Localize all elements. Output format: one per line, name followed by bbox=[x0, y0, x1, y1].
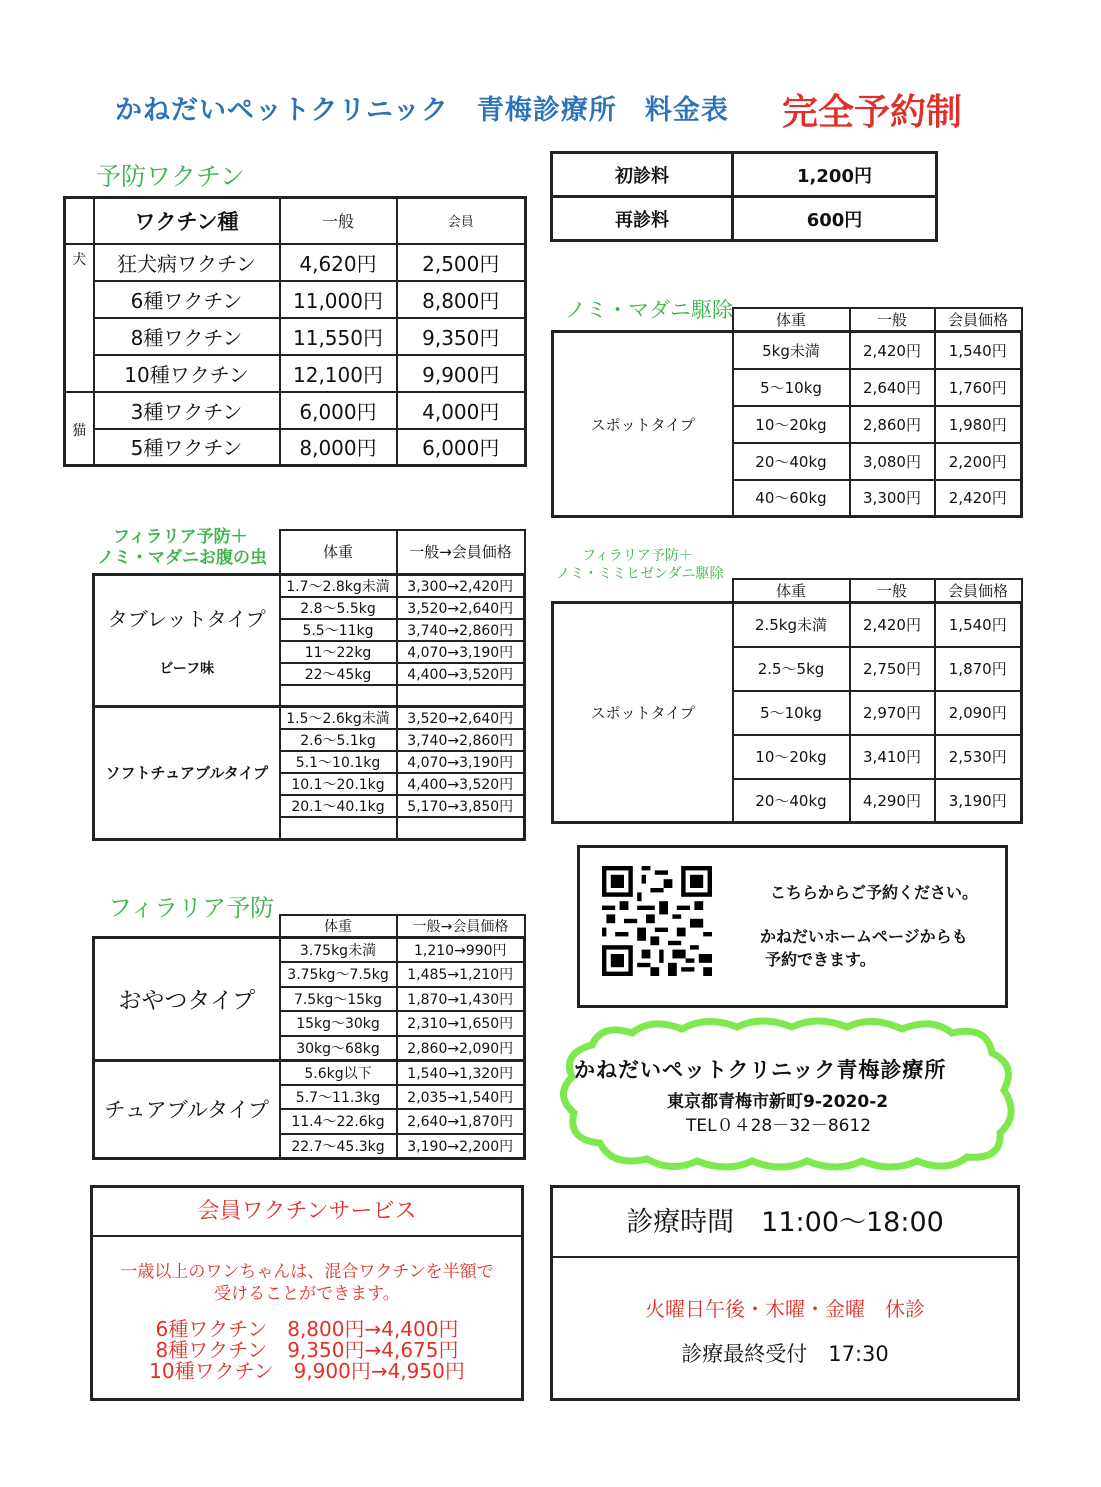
combo-table bbox=[92, 529, 526, 841]
price-cell: 1.5～2.6kg未満 bbox=[280, 707, 397, 730]
price-cell: 5kg未満 bbox=[733, 332, 850, 369]
price-cell: 3,190→2,200円 bbox=[397, 1134, 525, 1159]
qr-line3: 予約できます。 bbox=[765, 950, 876, 969]
table-header-cell: 体重 bbox=[280, 915, 397, 938]
species-label-cat: 猫 bbox=[65, 392, 94, 466]
reservation-notice: 完全予約制 bbox=[782, 92, 963, 133]
price-cell: 1,540円 bbox=[935, 332, 1022, 369]
price-cell: 2.5～5kg bbox=[733, 647, 850, 691]
qr-line2: かねだいホームページからも bbox=[760, 927, 968, 946]
price-cell: 2,860→2,090円 bbox=[397, 1036, 525, 1061]
price-cell: 2,750円 bbox=[850, 647, 935, 691]
price-cell: 2,860円 bbox=[850, 406, 935, 443]
table-header-cell: 体重 bbox=[733, 308, 850, 332]
vaccine-header-member: 会員 bbox=[397, 198, 526, 244]
price-cell: 1.7～2.8kg未満 bbox=[280, 574, 397, 597]
table-header-row bbox=[94, 915, 525, 938]
price-cell: 3,520→2,640円 bbox=[397, 707, 525, 730]
vaccine-cell: 3種ワクチン bbox=[94, 392, 280, 429]
table-row bbox=[553, 603, 1022, 647]
hours-time: 診療時間 11:00～18:00 bbox=[553, 1188, 1017, 1258]
clinic-address: 東京都青梅市新町9-2020-2 bbox=[667, 1092, 889, 1112]
consultation-fee-table bbox=[550, 151, 938, 242]
product-type-cell bbox=[94, 707, 280, 840]
price-cell bbox=[280, 817, 397, 839]
price-cell: 3,300円 bbox=[850, 480, 935, 517]
price-cell: 15kg～30kg bbox=[280, 1011, 397, 1036]
vaccine-section-title: 予防ワクチン bbox=[96, 162, 245, 191]
price-cell: 2,970円 bbox=[850, 691, 935, 735]
product-type-cell bbox=[94, 938, 280, 1061]
product-type-cell bbox=[94, 1060, 280, 1158]
table-row bbox=[65, 281, 526, 318]
price-cell: 3.75kg未満 bbox=[280, 938, 397, 963]
price-cell: 3,740→2,860円 bbox=[397, 619, 525, 641]
table-row bbox=[553, 332, 1022, 369]
product-type-label: チュアブルタイプ bbox=[104, 1098, 270, 1122]
price-cell: 20.1～40.1kg bbox=[280, 795, 397, 817]
table-header-row bbox=[94, 530, 525, 574]
price-cell: 3,520→2,640円 bbox=[397, 597, 525, 619]
table-row bbox=[94, 938, 525, 963]
vaccine-cell: 5種ワクチン bbox=[94, 429, 280, 466]
vaccine-cell: 9,350円 bbox=[397, 318, 526, 355]
clinic-title: かねだいペットクリニック 青梅診療所 料金表 bbox=[115, 95, 729, 126]
vaccine-cell: 9,900円 bbox=[397, 355, 526, 392]
vaccine-cell: 11,550円 bbox=[280, 318, 397, 355]
price-cell: 20～40kg bbox=[733, 779, 850, 823]
price-cell: 3,740→2,860円 bbox=[397, 729, 525, 751]
price-cell: 3.75kg～7.5kg bbox=[280, 962, 397, 987]
member-service-desc1: 一歳以上のワンちゃんは、混合ワクチンを半額で bbox=[120, 1262, 494, 1282]
table-row bbox=[94, 707, 525, 730]
price-cell: 2,420円 bbox=[935, 480, 1022, 517]
member-service-item: 10種ワクチン 9,900円→4,950円 bbox=[149, 1359, 465, 1383]
vaccine-table bbox=[63, 196, 527, 467]
price-cell: 3,190円 bbox=[935, 779, 1022, 823]
price-cell: 5,170→3,850円 bbox=[397, 795, 525, 817]
price-cell: 11～22kg bbox=[280, 641, 397, 663]
price-cell: 11.4～22.6kg bbox=[280, 1109, 397, 1134]
price-cell: 7.5kg～15kg bbox=[280, 987, 397, 1012]
fee-cell: 600円 bbox=[733, 197, 937, 241]
product-type-label: タブレットタイプ bbox=[107, 606, 266, 631]
table-row bbox=[65, 429, 526, 466]
price-cell: 4,290円 bbox=[850, 779, 935, 823]
table-header-row bbox=[553, 308, 1022, 332]
price-cell bbox=[397, 685, 525, 707]
last-reception: 診療最終受付 17:30 bbox=[681, 1342, 889, 1366]
member-service-item: 6種ワクチン 8,800円→4,400円 bbox=[155, 1317, 459, 1341]
price-cell: 2,090円 bbox=[935, 691, 1022, 735]
vaccine-cell: 6,000円 bbox=[397, 429, 526, 466]
vaccine-cell: 10種ワクチン bbox=[94, 355, 280, 392]
price-cell: 2.8～5.5kg bbox=[280, 597, 397, 619]
qr-reservation-box bbox=[577, 845, 1008, 1008]
table-header-row bbox=[553, 579, 1022, 603]
table-header-cell: 一般 bbox=[850, 308, 935, 332]
price-cell: 1,540円 bbox=[935, 603, 1022, 647]
price-cell: 4,400→3,520円 bbox=[397, 773, 525, 795]
price-cell: 10～20kg bbox=[733, 406, 850, 443]
product-flavor-label: ビーフ味 bbox=[159, 660, 215, 677]
price-cell: 2,200円 bbox=[935, 443, 1022, 480]
price-cell: 22.7～45.3kg bbox=[280, 1134, 397, 1159]
vaccine-cell: 4,620円 bbox=[280, 244, 397, 281]
price-cell: 2,420円 bbox=[850, 603, 935, 647]
member-service-title: 会員ワクチンサービス bbox=[93, 1188, 521, 1237]
table-header-cell: 会員価格 bbox=[935, 308, 1022, 332]
price-cell: 22～45kg bbox=[280, 663, 397, 685]
price-cell: 10～20kg bbox=[733, 735, 850, 779]
hours-box bbox=[550, 1185, 1020, 1401]
price-cell: 2,035→1,540円 bbox=[397, 1085, 525, 1110]
ear-title-line2: ノミ・ミミヒゼンダニ駆除 bbox=[556, 566, 724, 582]
table-header-cell: 体重 bbox=[733, 579, 850, 603]
product-type-label: スポットタイプ bbox=[553, 332, 733, 517]
price-cell: 2,530円 bbox=[935, 735, 1022, 779]
closed-days: 火曜日午後・木曜・金曜 休診 bbox=[645, 1297, 925, 1321]
price-cell: 5.6kg以下 bbox=[280, 1060, 397, 1085]
table-header-cell: 一般 bbox=[850, 579, 935, 603]
price-cell: 4,070→3,190円 bbox=[397, 751, 525, 773]
table-row bbox=[94, 1060, 525, 1085]
price-cell: 5.1～10.1kg bbox=[280, 751, 397, 773]
price-cell: 4,400→3,520円 bbox=[397, 663, 525, 685]
product-type-cell bbox=[94, 574, 280, 707]
price-cell bbox=[280, 685, 397, 707]
price-cell: 1,485→1,210円 bbox=[397, 962, 525, 987]
product-type-label: スポットタイプ bbox=[553, 603, 733, 823]
qr-code-icon[interactable] bbox=[602, 866, 712, 976]
species-label-dog: 犬 bbox=[65, 244, 94, 392]
price-cell: 2.6～5.1kg bbox=[280, 729, 397, 751]
combo-title-line1: フィラリア予防＋ bbox=[113, 527, 248, 547]
vaccine-cell: 12,100円 bbox=[280, 355, 397, 392]
vaccine-cell: 2,500円 bbox=[397, 244, 526, 281]
fee-cell: 再診料 bbox=[552, 197, 733, 241]
table-row bbox=[65, 355, 526, 392]
price-cell: 3,080円 bbox=[850, 443, 935, 480]
price-cell: 2,640円 bbox=[850, 369, 935, 406]
price-cell: 2,640→1,870円 bbox=[397, 1109, 525, 1134]
price-cell: 1,210→990円 bbox=[397, 938, 525, 963]
member-service-item: 8種ワクチン 9,350円→4,675円 bbox=[155, 1338, 459, 1362]
price-cell: 2.5kg未満 bbox=[733, 603, 850, 647]
table-header-cell: 体重 bbox=[280, 530, 397, 574]
price-cell: 2,310→1,650円 bbox=[397, 1011, 525, 1036]
vaccine-cell: 4,000円 bbox=[397, 392, 526, 429]
price-cell: 40～60kg bbox=[733, 480, 850, 517]
price-cell: 1,540→1,320円 bbox=[397, 1060, 525, 1085]
ear-title-line1: フィラリア予防＋ bbox=[582, 548, 693, 564]
combo-title-line2: ノミ・マダニお腹の虫 bbox=[97, 548, 267, 568]
clinic-name: かねだいペットクリニック青梅診療所 bbox=[574, 1058, 947, 1082]
vaccine-cell: 11,000円 bbox=[280, 281, 397, 318]
table-row bbox=[552, 153, 937, 197]
clinic-tel: TEL０４28－32－8612 bbox=[686, 1116, 872, 1136]
vaccine-header-type: ワクチン種 bbox=[94, 198, 280, 244]
price-cell: 3,300→2,420円 bbox=[397, 574, 525, 597]
table-row bbox=[94, 574, 525, 597]
price-cell: 5.7～11.3kg bbox=[280, 1085, 397, 1110]
table-row bbox=[65, 244, 526, 281]
qr-line1: こちらからご予約ください。 bbox=[770, 883, 979, 902]
price-cell: 1,980円 bbox=[935, 406, 1022, 443]
price-cell: 1,870→1,430円 bbox=[397, 987, 525, 1012]
price-cell: 2,420円 bbox=[850, 332, 935, 369]
flea-section-title: ノミ・マダニ駆除 bbox=[565, 298, 733, 322]
flea-table bbox=[551, 307, 1023, 518]
price-cell: 1,760円 bbox=[935, 369, 1022, 406]
member-service-desc2: 受けることができます。 bbox=[214, 1284, 400, 1304]
table-row bbox=[65, 392, 526, 429]
vaccine-cell: 8,800円 bbox=[397, 281, 526, 318]
price-cell: 30kg～68kg bbox=[280, 1036, 397, 1061]
table-row bbox=[65, 318, 526, 355]
filaria-table bbox=[92, 914, 526, 1160]
fee-cell: 1,200円 bbox=[733, 153, 937, 197]
price-cell: 4,070→3,190円 bbox=[397, 641, 525, 663]
table-header-cell: 一般→会員価格 bbox=[397, 530, 525, 574]
price-cell: 5～10kg bbox=[733, 369, 850, 406]
vaccine-cell: 6種ワクチン bbox=[94, 281, 280, 318]
price-cell: 3,410円 bbox=[850, 735, 935, 779]
price-cell bbox=[397, 817, 525, 839]
vaccine-cell: 8,000円 bbox=[280, 429, 397, 466]
price-cell: 10.1～20.1kg bbox=[280, 773, 397, 795]
ear-table bbox=[551, 578, 1023, 824]
member-service-box bbox=[90, 1185, 524, 1401]
price-cell: 20～40kg bbox=[733, 443, 850, 480]
table-row bbox=[552, 197, 937, 241]
price-cell: 5～10kg bbox=[733, 691, 850, 735]
filaria-section-title: フィラリア予防 bbox=[108, 894, 275, 922]
product-type-label: おやつタイプ bbox=[118, 988, 256, 1015]
table-header-cell: 一般→会員価格 bbox=[397, 915, 525, 938]
table-header-cell: 会員価格 bbox=[935, 579, 1022, 603]
vaccine-cell: 8種ワクチン bbox=[94, 318, 280, 355]
vaccine-header-general: 一般 bbox=[280, 198, 397, 244]
vaccine-cell: 狂犬病ワクチン bbox=[94, 244, 280, 281]
price-cell: 1,870円 bbox=[935, 647, 1022, 691]
product-type-label: ソフトチュアブルタイプ bbox=[105, 764, 269, 783]
price-cell: 5.5～11kg bbox=[280, 619, 397, 641]
fee-cell: 初診料 bbox=[552, 153, 733, 197]
vaccine-cell: 6,000円 bbox=[280, 392, 397, 429]
